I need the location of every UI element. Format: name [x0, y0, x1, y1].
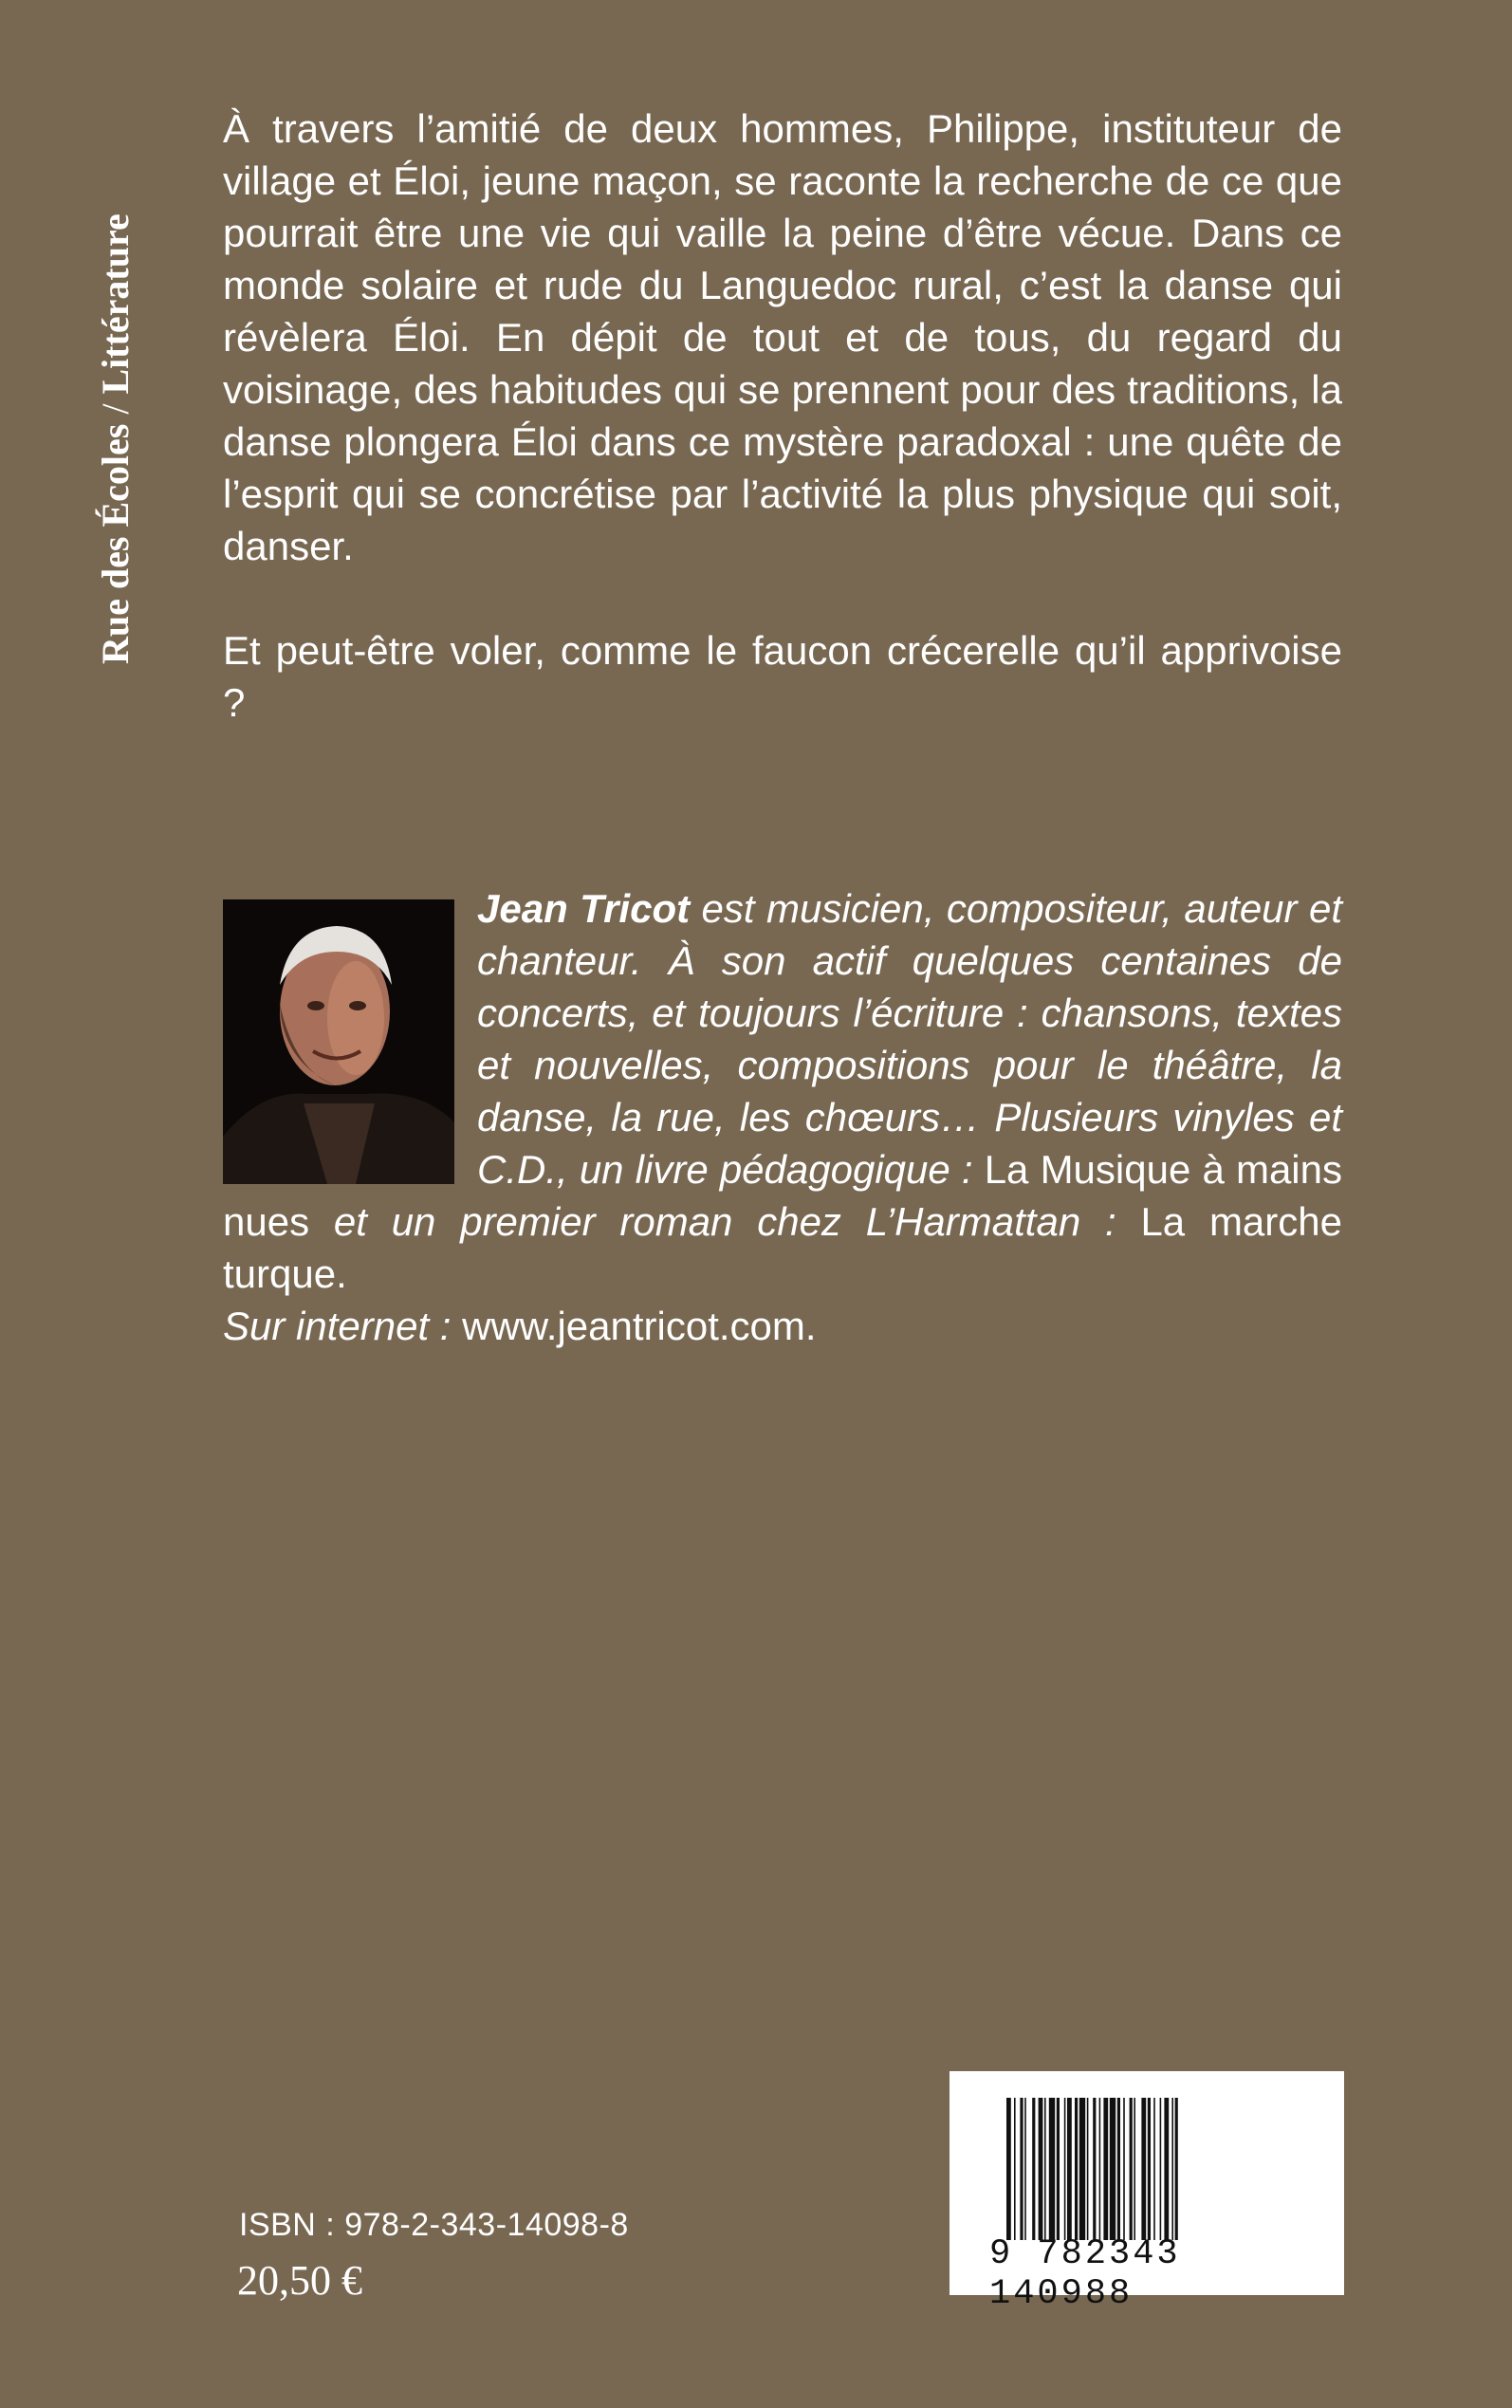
- book-title-2: La marche turque.: [223, 1199, 1342, 1296]
- spine-title: [93, 213, 138, 664]
- blurb-paragraph-1: À travers l’amitié de deux hommes, Philippe, instituteur de village et Éloi, jeune maçon, se raconte la recherche de ce que pourrait être une vie qui vaille la peine d’être vécue. Dans ce monde solaire et rude du Languedoc rural, c’est la danse qui révèlera Éloi. En dépit de tout et de tous, du regard du voisinage, des habitudes qui se prennent pour des traditions, la danse plongera Éloi dans ce mystère paradoxal : une quête de l’esprit qui se concrétise par l’activité la plus physique qui soit, danser.: [223, 106, 1342, 568]
- author-name: Jean Tricot: [477, 886, 691, 931]
- author-bio: [223, 882, 1342, 1352]
- book-title-1: La Musique à mains nues: [223, 1147, 1342, 1244]
- author-website-link[interactable]: www.jeantricot.com.: [462, 1304, 817, 1348]
- series-name: Rue des Écoles: [94, 423, 137, 664]
- spine-separator: /: [94, 394, 137, 424]
- barcode-bars: [1006, 2098, 1287, 2240]
- author-bio-intro: est musicien, compositeur, auteur et chanteur. À son actif quelques centaines de concerts, et toujours l’écriture : chansons, textes et nouvelles, compositions pour le théâtre, la danse, la rue, les chœurs… Plusieurs vinyles et C.D., un livre pédagogique :: [477, 886, 1342, 1192]
- barcode: [950, 2071, 1344, 2314]
- blurb: [223, 102, 1342, 729]
- blurb-paragraph-2: Et peut-être voler, comme le faucon crécerelle qu’il apprivoise ?: [223, 628, 1342, 725]
- price: 20,50 €: [237, 2257, 362, 2304]
- author-bio-mid: et un premier roman chez L’Harmattan :: [309, 1199, 1141, 1244]
- website-label: Sur internet :: [223, 1304, 463, 1348]
- series-category: Littérature: [94, 213, 137, 395]
- author-photo: [223, 899, 454, 1184]
- barcode-number: 9 782343 140988: [989, 2234, 1181, 2314]
- isbn: ISBN : 978-2-343-14098-8: [239, 2207, 629, 2243]
